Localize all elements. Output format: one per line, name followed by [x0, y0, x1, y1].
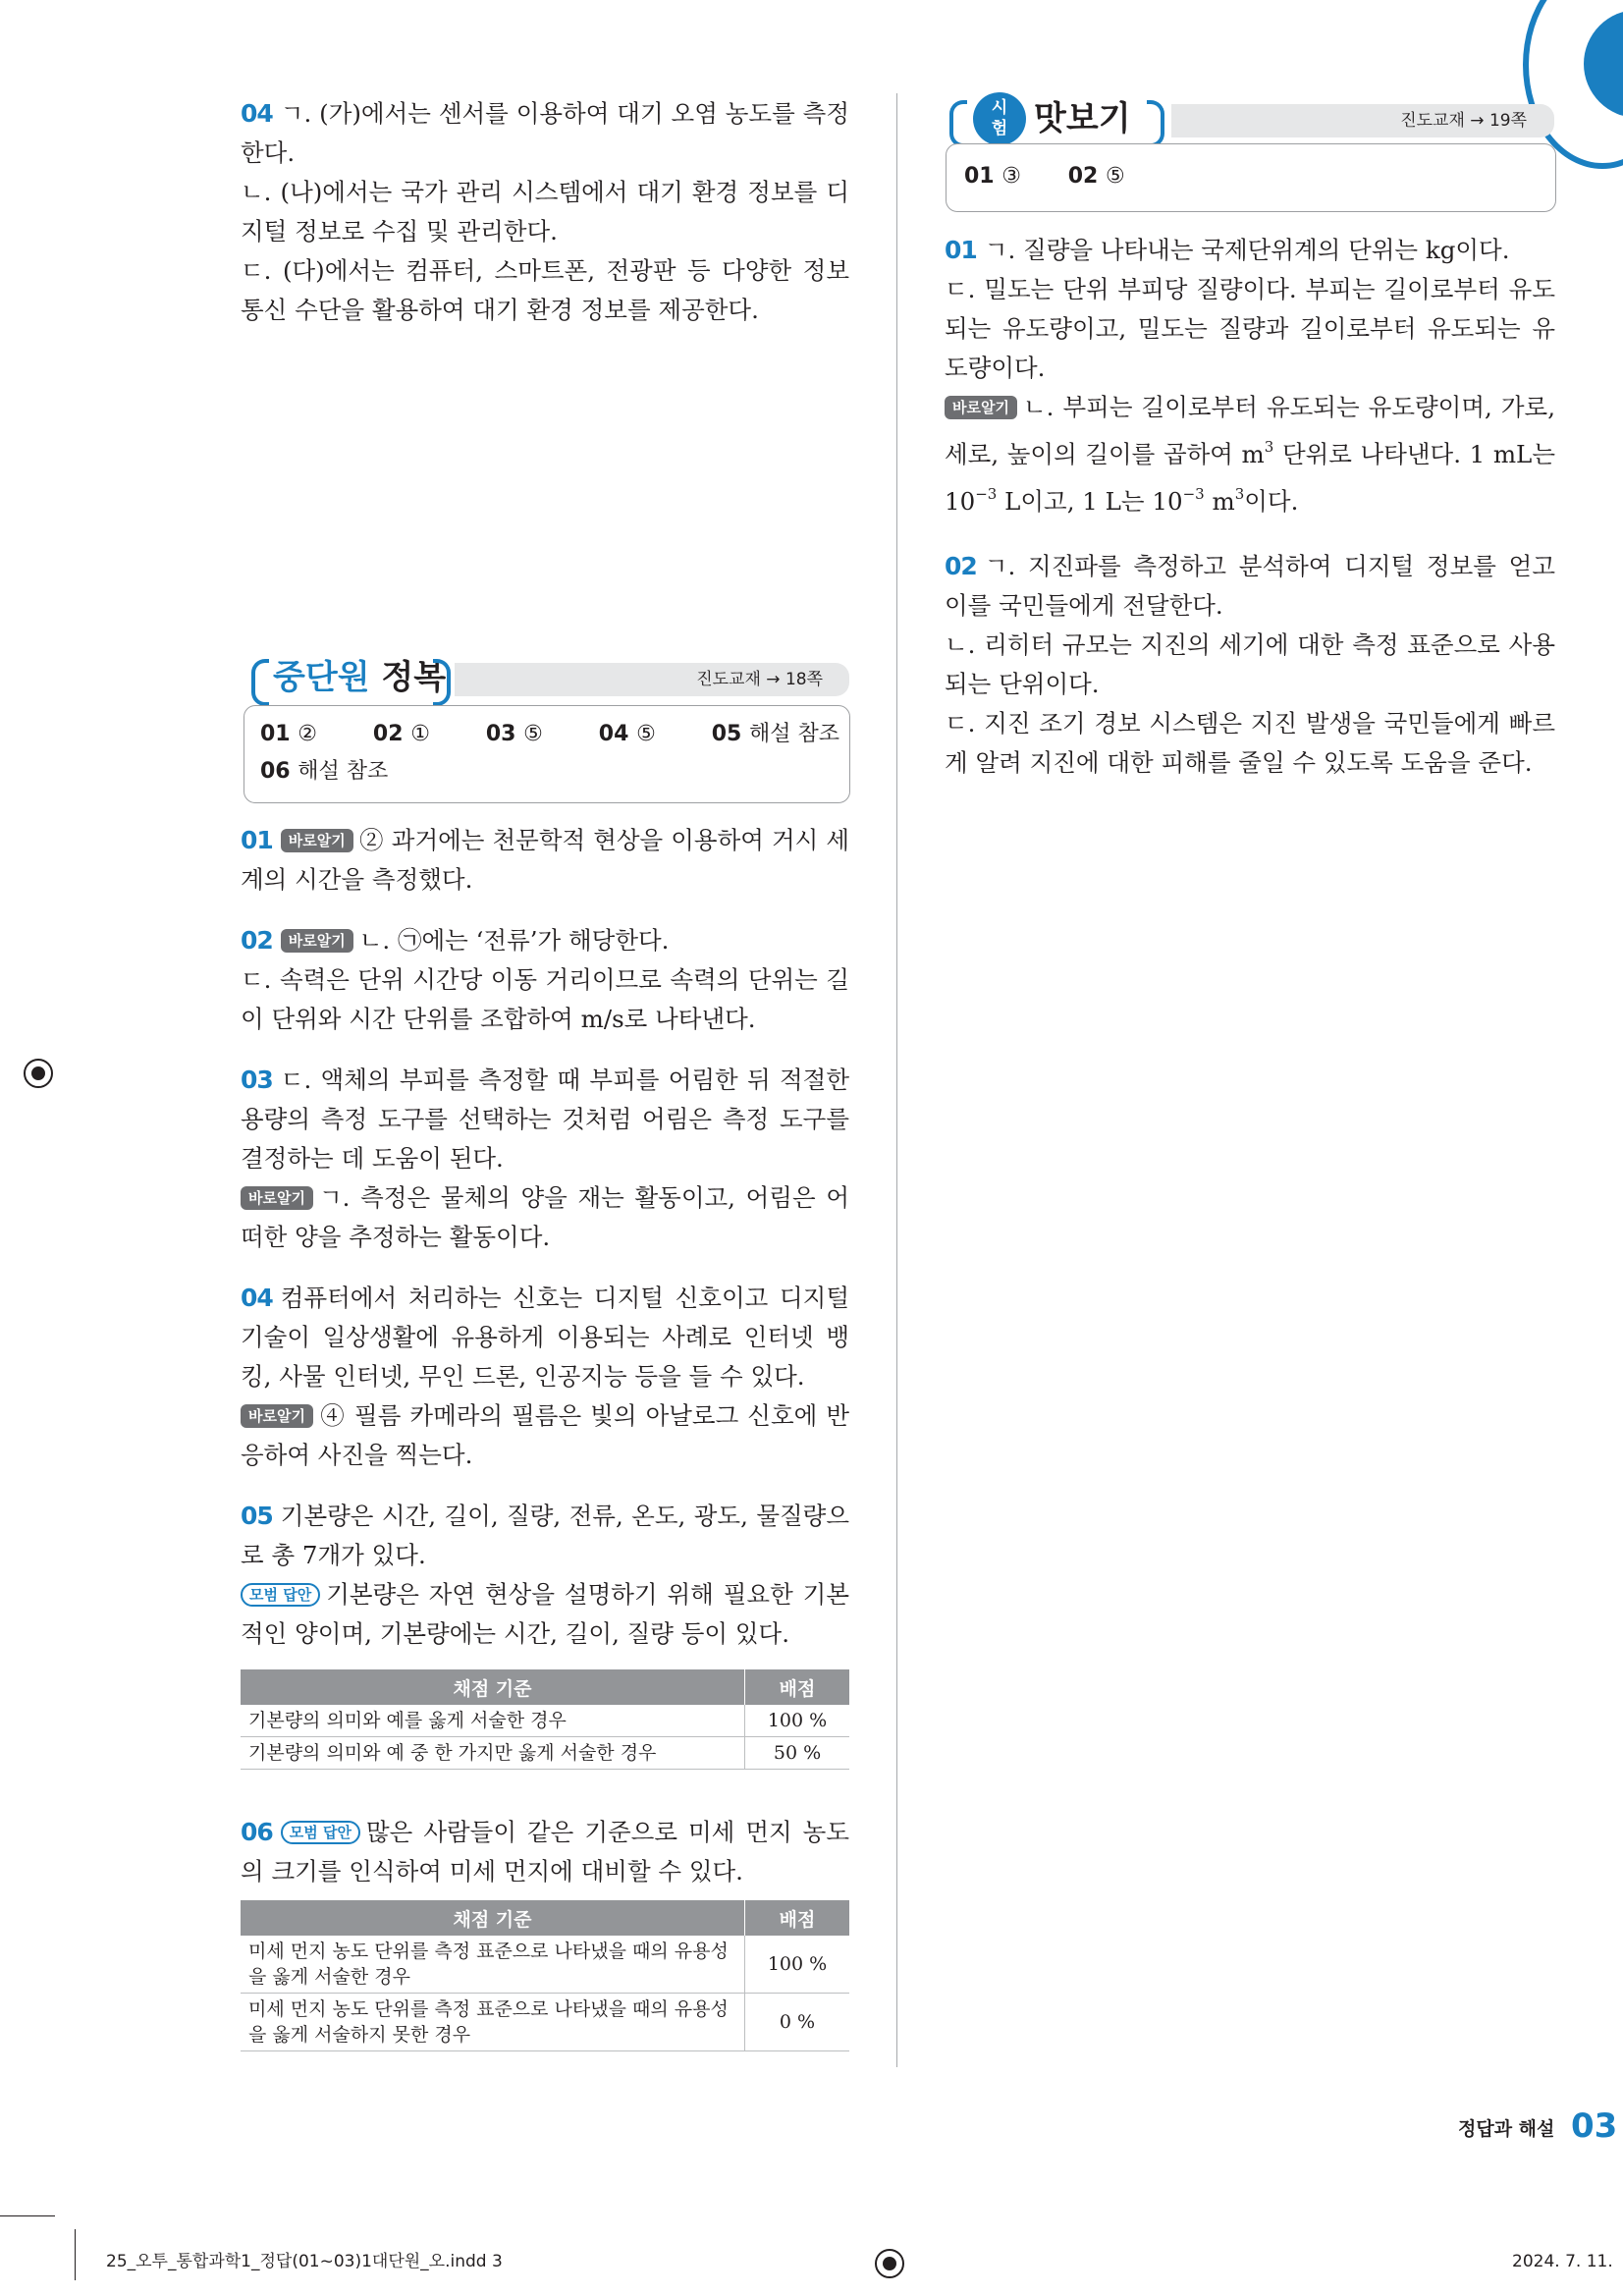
explanation-text: 컴퓨터에서 처리하는 신호는 디지털 신호이고 디지털 기술이 일상생활에 유용하게 이용되는 사례로 인터넷 뱅킹, 사물 인터넷, 무인 드론, 인공지능 등을 들 수 있다.: [241, 1284, 849, 1391]
points-header: 배점: [745, 1900, 850, 1936]
explanation-text: ㄱ. 지진파를 측정하고 분석하여 디지털 정보를 얻고 이를 국민들에게 전달한다.: [945, 552, 1555, 620]
bracket-left: [949, 100, 967, 147]
answer-item: 05 해설 참조: [711, 722, 839, 746]
criteria-header: 채점 기준: [241, 1669, 745, 1705]
question-number: 01: [241, 826, 273, 854]
right-items: 01 ㄱ. 질량을 나타내는 국제단위계의 단위는 kg이다. ㄷ. 밀도는 단위 부피당 질량이다. 부피는 길이로부터 유도되는 유도량이고, 밀도는 질량과 길이로부터 유도되는 유도량이다. 바로알기 ㄴ. 부피는 길이로부터 유도되는 유도량이며, 가로, 세로, 높이의 길이를 곱하여 $m^3$ 단위로 나타낸다. 1 mL는 $10^{-3}$ L이고, 1 L는 $10^{-3}$ $m^3$이다. 02 ㄱ. 지진파를 측정하고 분석하여 디지털 정보를 얻고 이를 국민들에게 전달한다. ㄴ. 리히터 규모는 지진의 세기에 대한 측정 표준으로 사용되는 단위이다. ㄷ. 지진 조기 경보 시스템은 지진 발생을 국민들에게 빠르게 알려 지진에 대한 피해를 줄일 수 있도록 도움을 준다.: [945, 231, 1555, 783]
explanation-text: ㄱ. (가)에서는 센서를 이용하여 대기 오염 농도를 측정한다.: [241, 99, 849, 167]
section-title: 맛보기: [1034, 99, 1131, 138]
bracket-right: [433, 659, 451, 706]
check-tag: 바로알기: [241, 1186, 313, 1210]
criteria-header: 채점 기준: [241, 1900, 745, 1936]
explanation-text: ㄱ. 측정은 물체의 양을 재는 활동이고, 어림은 어떠한 양을 추정하는 활동이다.: [241, 1183, 849, 1251]
check-tag: 바로알기: [241, 1404, 313, 1428]
explanation-text: ㄷ. 지진 조기 경보 시스템은 지진 발생을 국민들에게 빠르게 알려 지진에 대한 피해를 줄일 수 있도록 도움을 준다.: [945, 709, 1555, 777]
criteria-cell: 기본량의 의미와 예를 옳게 서술한 경우: [241, 1705, 745, 1737]
model-answer-tag: 모범 답안: [241, 1583, 320, 1607]
points-cell: 100 %: [745, 1705, 850, 1737]
check-tag: 바로알기: [945, 396, 1017, 419]
answer-item: 01 ②: [260, 722, 318, 746]
criteria-cell: 미세 먼지 농도 단위를 측정 표준으로 나타냈을 때의 유용성을 옳게 서술한 경우: [241, 1936, 745, 1994]
answer-item: 06 해설 참조: [260, 759, 389, 784]
explanation-text: ㄷ. 액체의 부피를 측정할 때 부피를 어림한 뒤 적절한 용량의 측정 도구를 선택하는 것처럼 어림은 측정 도구를 결정하는 데 도움이 된다.: [241, 1066, 849, 1173]
registration-mark-bottom: [875, 2249, 904, 2278]
check-tag: 바로알기: [281, 929, 353, 953]
question-number: 04: [241, 1284, 273, 1312]
answer-row: [964, 158, 1125, 195]
question-number: 02: [241, 926, 273, 955]
points-cell: 100 %: [745, 1936, 850, 1994]
table-row: [241, 1936, 849, 1994]
question-number: 01: [945, 236, 977, 264]
explanation-text: 많은 사람들이 같은 기준으로 미세 먼지 농도의 크기를 인식하여 미세 먼지에 대비할 수 있다.: [241, 1818, 849, 1886]
question-number: 02: [945, 552, 977, 580]
explanation-text: ④ 필름 카메라의 필름은 빛의 아날로그 신호에 반응하여 사진을 찍는다.: [241, 1401, 849, 1469]
answer-box: [243, 705, 850, 803]
answer-row: [260, 753, 388, 791]
column-divider: [896, 93, 897, 2067]
explanation-text: ㄴ. ㉠에는 ‘전류’가 해당한다.: [358, 926, 670, 955]
crop-line: [0, 2215, 55, 2216]
points-cell: 50 %: [745, 1737, 850, 1770]
table-row: [241, 1994, 849, 2051]
table-row: [241, 1705, 849, 1737]
left-top-block: [241, 94, 849, 330]
points-cell: 0 %: [745, 1994, 850, 2051]
answer-item: 03 ⑤: [485, 722, 543, 746]
table-row: [241, 1737, 849, 1770]
section-header-midunit: [243, 653, 850, 702]
registration-mark-left: [24, 1059, 53, 1088]
print-date: 2024. 7. 11.: [1512, 2252, 1613, 2271]
footer-label: 정답과 해설: [1458, 2118, 1555, 2140]
answer-item: 04 ⑤: [598, 722, 656, 746]
scoring-table: [241, 1669, 849, 1770]
answer-box: [946, 143, 1556, 212]
explanation-text: ㄷ. 속력은 단위 시간당 이동 거리이므로 속력의 단위는 길이 단위와 시간 단위를 조합하여 m/s로 나타낸다.: [241, 965, 849, 1033]
textbook-ref: 진도교재 → 18쪽: [696, 670, 823, 689]
left-q06: [241, 1813, 849, 1891]
criteria-cell: 미세 먼지 농도 단위를 측정 표준으로 나타냈을 때의 유용성을 옳게 서술하지 못한 경우: [241, 1994, 745, 2051]
page-number: 03: [1571, 2106, 1618, 2146]
question-number: 03: [241, 1066, 273, 1094]
model-answer-tag: 모범 답안: [281, 1821, 360, 1844]
bracket-left: [251, 659, 269, 706]
table-header: [241, 1669, 849, 1705]
check-tag: 바로알기: [281, 829, 353, 852]
answer-item: 02 ⑤: [1067, 164, 1125, 189]
crop-line: [75, 2229, 76, 2280]
table-header: [241, 1900, 849, 1936]
textbook-ref: 진도교재 → 19쪽: [1400, 111, 1527, 131]
explanation-text: ㄴ. (나)에서는 국가 관리 시스템에서 대기 환경 정보를 디지털 정보로 수집 및 관리한다.: [241, 178, 849, 246]
points-header: 배점: [745, 1669, 850, 1705]
explanation-text: ㄷ. 밀도는 단위 부피당 질량이다. 부피는 길이로부터 유도되는 유도량이고, 밀도는 질량과 길이로부터 유도되는 유도량이다.: [945, 275, 1555, 382]
section-title: 중단원 정복: [273, 658, 447, 697]
question-number: 05: [241, 1502, 273, 1530]
section-header-test: [946, 94, 1554, 143]
answer-row: [260, 716, 839, 753]
explanation-text: ② 과거에는 천문학적 현상을 이용하여 거시 세계의 시간을 측정했다.: [241, 826, 849, 894]
explanation-text: 기본량은 자연 현상을 설명하기 위해 필요한 기본적인 양이며, 기본량에는 시간, 길이, 질량 등이 있다.: [241, 1580, 849, 1648]
criteria-cell: 기본량의 의미와 예 중 한 가지만 옳게 서술한 경우: [241, 1737, 745, 1770]
left-items: [241, 821, 849, 1654]
question-number: 04: [241, 99, 273, 128]
answer-item: 01 ③: [964, 164, 1022, 189]
question-number: 06: [241, 1818, 273, 1846]
explanation-text: ㄷ. (다)에서는 컴퓨터, 스마트폰, 전광판 등 다양한 정보 통신 수단을 활용하여 대기 환경 정보를 제공한다.: [241, 256, 849, 324]
test-badge: 시 험: [973, 92, 1026, 145]
explanation-text: 기본량은 시간, 길이, 질량, 전류, 온도, 광도, 물질량으로 총 7개가 있다.: [241, 1502, 849, 1569]
bracket-right: [1147, 100, 1164, 147]
file-name: 25_오투_통합과학1_정답(01~03)1대단원_오.indd 3: [106, 2252, 503, 2271]
scoring-table: [241, 1900, 849, 2051]
explanation-text: ㄱ. 질량을 나타내는 국제단위계의 단위는 kg이다.: [984, 236, 1510, 264]
answer-item: 02 ①: [372, 722, 430, 746]
explanation-text: ㄴ. 리히터 규모는 지진의 세기에 대한 측정 표준으로 사용되는 단위이다.: [945, 630, 1555, 698]
